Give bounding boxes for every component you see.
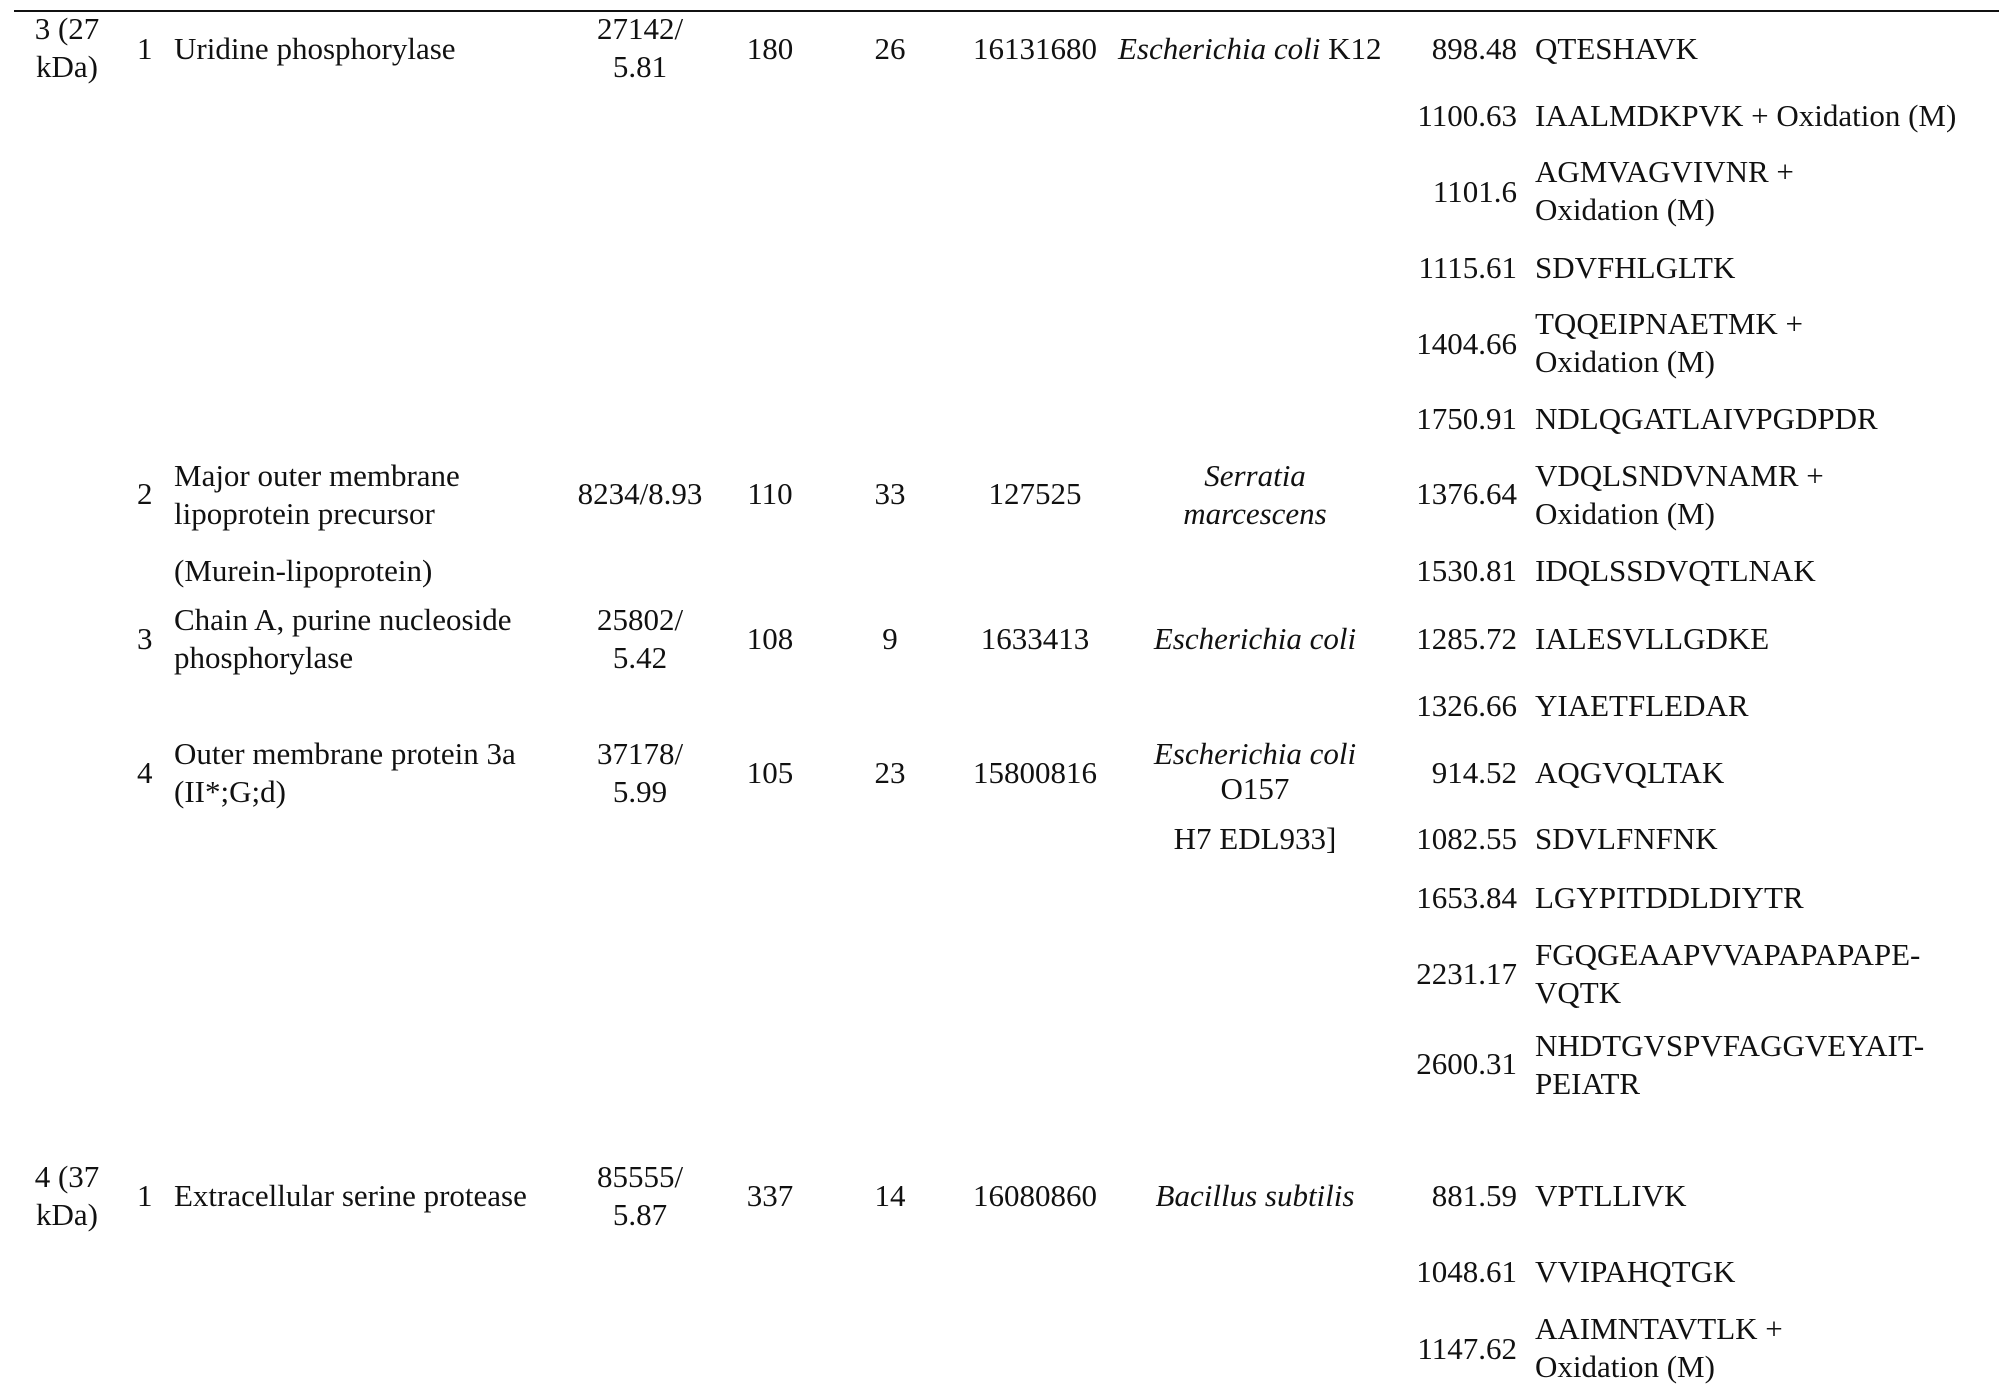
peptide-mass: 1530.81 xyxy=(1416,553,1517,588)
peptide-sequence: VPTLLIVK xyxy=(1535,1178,1687,1213)
peptide-modification: Oxidation (M) xyxy=(1535,496,1715,531)
peptide-sequence: IAALMDKPVK + Oxidation (M) xyxy=(1535,98,1957,133)
mw-pi: 25802/ xyxy=(596,602,684,637)
peptide-mass: 1376.64 xyxy=(1416,476,1517,511)
table-top-rule xyxy=(14,10,1999,12)
mw-pi: 5.99 xyxy=(612,774,668,809)
spot-label-line2: kDa) xyxy=(36,49,98,84)
peptide-modification: Oxidation (M) xyxy=(1535,192,1715,227)
score: 108 xyxy=(746,621,794,656)
peptide-sequence: FGQGEAAPVVAPAPAPAPE- xyxy=(1535,937,1921,972)
peptide-mass: 1115.61 xyxy=(1418,250,1517,285)
peptide-sequence: YIAETFLEDAR xyxy=(1535,688,1749,723)
species: Serratia xyxy=(1204,458,1306,493)
score: 337 xyxy=(746,1178,794,1213)
peptide-sequence: IALESVLLGDKE xyxy=(1535,621,1770,656)
mw-pi: 8234/8.93 xyxy=(577,476,703,511)
accession: 16080860 xyxy=(973,1178,1097,1213)
species-serotype: O157 xyxy=(1220,771,1290,806)
score: 105 xyxy=(746,755,794,790)
species-strain: K12 xyxy=(1320,31,1382,66)
peptide-sequence: TQQEIPNAETMK + xyxy=(1535,306,1804,341)
peptide-mass: 1750.91 xyxy=(1416,401,1517,436)
species: Escherichia coli xyxy=(1153,736,1357,771)
mw-pi: 27142/ xyxy=(596,11,684,46)
coverage: 26 xyxy=(874,31,906,66)
peptide-sequence: VDQLSNDVNAMR + xyxy=(1535,458,1824,493)
coverage: 9 xyxy=(882,621,898,656)
peptide-mass: 1147.62 xyxy=(1417,1331,1517,1366)
peptide-sequence: AQGVQLTAK xyxy=(1535,755,1725,790)
peptide-sequence-cont: VQTK xyxy=(1535,975,1622,1010)
score: 110 xyxy=(747,476,793,511)
coverage: 23 xyxy=(874,755,906,790)
peptide-sequence: IDQLSSDVQTLNAK xyxy=(1535,553,1816,588)
protein-name: Major outer membrane xyxy=(174,458,460,493)
protein-name: (II*;G;d) xyxy=(174,774,286,809)
peptide-mass: 1101.6 xyxy=(1432,174,1517,209)
peptide-sequence-cont: PEIATR xyxy=(1535,1066,1641,1101)
peptide-modification: Oxidation (M) xyxy=(1535,1349,1715,1384)
protein-number: 1 xyxy=(137,1178,153,1213)
peptide-mass: 2231.17 xyxy=(1416,956,1517,991)
species-strain: H7 EDL933] xyxy=(1173,821,1337,856)
mw-pi: 37178/ xyxy=(596,736,684,771)
protein-name: Uridine phosphorylase xyxy=(174,31,456,66)
protein-name: phosphorylase xyxy=(174,640,354,675)
peptide-sequence: AGMVAGVIVNR + xyxy=(1535,154,1794,189)
peptide-mass: 1326.66 xyxy=(1416,688,1517,723)
score: 180 xyxy=(746,31,794,66)
peptide-sequence: NHDTGVSPVFAGGVEYAIT- xyxy=(1535,1028,1925,1063)
species xyxy=(1118,30,1381,68)
peptide-sequence: SDVLFNFNK xyxy=(1535,821,1718,856)
mw-pi: 5.42 xyxy=(612,640,668,675)
protein-number: 2 xyxy=(137,476,153,511)
peptide-modification: Oxidation (M) xyxy=(1535,344,1715,379)
protein-name: lipoprotein precursor xyxy=(174,496,435,531)
peptide-sequence: AAIMNTAVTLK + xyxy=(1535,1311,1783,1346)
peptide-mass: 1082.55 xyxy=(1416,821,1517,856)
protein-name: (Murein-lipoprotein) xyxy=(174,553,433,588)
peptide-sequence: LGYPITDDLDIYTR xyxy=(1535,880,1804,915)
peptide-mass: 1653.84 xyxy=(1416,880,1517,915)
peptide-mass: 2600.31 xyxy=(1416,1046,1517,1081)
accession: 127525 xyxy=(988,476,1082,511)
peptide-mass: 1285.72 xyxy=(1416,621,1517,656)
peptide-sequence: NDLQGATLAIVPGDPDR xyxy=(1535,401,1878,436)
protein-name: Chain A, purine nucleoside xyxy=(174,602,512,637)
protein-number: 1 xyxy=(137,31,153,66)
spot-label-line1: 3 (27 xyxy=(34,11,100,46)
peptide-mass: 881.59 xyxy=(1431,1178,1517,1213)
spot-label-line2: kDa) xyxy=(36,1197,98,1232)
species: Escherichia coli xyxy=(1153,621,1357,656)
accession: 1633413 xyxy=(980,621,1090,656)
protein-name: Outer membrane protein 3a xyxy=(174,736,516,771)
species: marcescens xyxy=(1183,496,1327,531)
coverage: 33 xyxy=(874,476,906,511)
species-italic: Escherichia coli xyxy=(1118,31,1321,66)
protein-number: 3 xyxy=(137,621,153,656)
peptide-sequence: QTESHAVK xyxy=(1535,31,1699,66)
peptide-sequence: VVIPAHQTGK xyxy=(1535,1254,1736,1289)
peptide-mass: 1048.61 xyxy=(1416,1254,1517,1289)
protein-name: Extracellular serine protease xyxy=(174,1178,527,1213)
peptide-sequence: SDVFHLGLTK xyxy=(1535,250,1736,285)
protein-number: 4 xyxy=(137,755,153,790)
accession: 15800816 xyxy=(973,755,1097,790)
peptide-mass: 1404.66 xyxy=(1416,326,1517,361)
mw-pi: 85555/ xyxy=(596,1159,684,1194)
accession: 16131680 xyxy=(973,31,1097,66)
peptide-mass: 1100.63 xyxy=(1417,98,1517,133)
peptide-mass: 914.52 xyxy=(1431,755,1517,790)
mw-pi: 5.81 xyxy=(612,49,668,84)
mw-pi: 5.87 xyxy=(612,1197,668,1232)
species: Bacillus subtilis xyxy=(1155,1178,1355,1213)
peptide-mass: 898.48 xyxy=(1431,31,1517,66)
coverage: 14 xyxy=(874,1178,906,1213)
spot-label-line1: 4 (37 xyxy=(34,1159,100,1194)
